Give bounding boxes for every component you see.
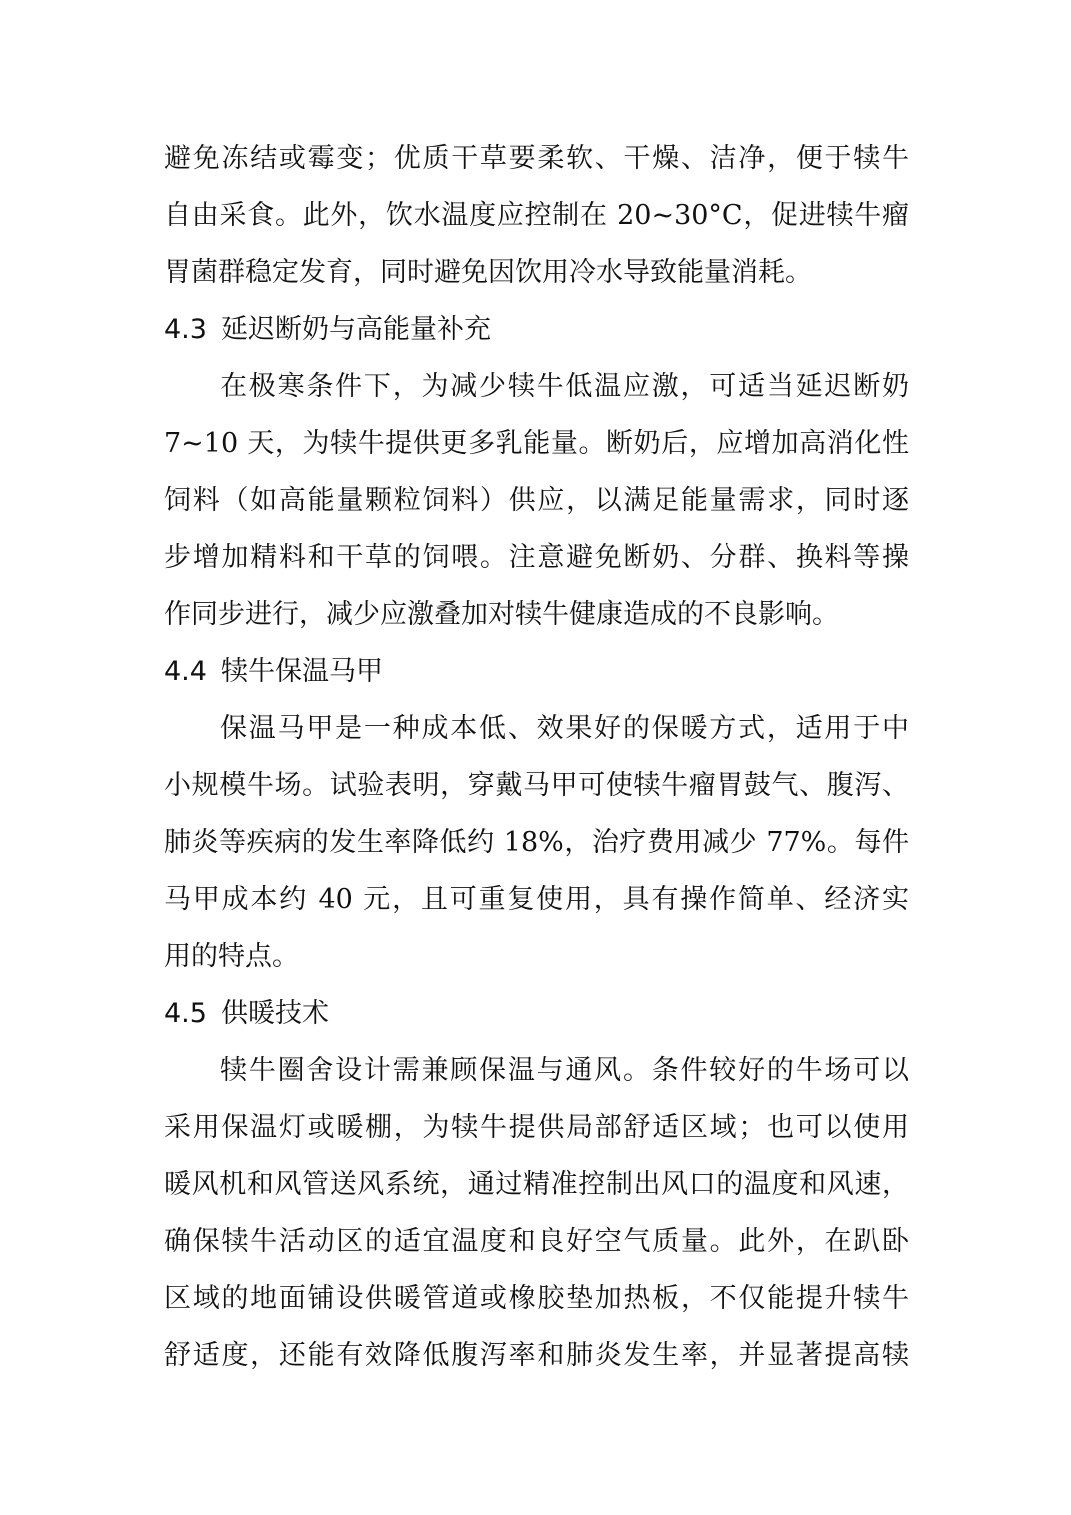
paragraph-vest bbox=[164, 700, 909, 985]
paragraph-heating bbox=[164, 1042, 909, 1384]
section-number: 4.5 bbox=[164, 998, 207, 1029]
section-heading-4-3 bbox=[164, 301, 909, 358]
text-line: 确保犊牛活动区的适宜温度和良好空气质量。此外，在趴卧 bbox=[164, 1226, 909, 1257]
text-line: 小规模牛场。试验表明，穿戴马甲可使犊牛瘤胃鼓气、腹泻、 bbox=[164, 770, 909, 801]
text-line: 暖风机和风管送风系统，通过精准控制出风口的温度和风速， bbox=[164, 1169, 909, 1200]
text-line: 作同步进行，减少应激叠加对犊牛健康造成的不良影响。 bbox=[164, 599, 839, 630]
text-line: 在极寒条件下，为减少犊牛低温应激，可适当延迟断奶 bbox=[220, 371, 909, 402]
text-line: 自由采食。此外，饮水温度应控制在 20~30°C，促进犊牛瘤 bbox=[164, 200, 909, 231]
section-heading-4-5 bbox=[164, 985, 909, 1042]
document-page bbox=[164, 130, 909, 1384]
text-line: 肺炎等疾病的发生率降低约 18%，治疗费用减少 77%。每件 bbox=[164, 827, 909, 858]
text-line: 区域的地面铺设供暖管道或橡胶垫加热板，不仅能提升犊牛 bbox=[164, 1283, 909, 1314]
section-number: 4.4 bbox=[164, 656, 207, 687]
text-line: 保温马甲是一种成本低、效果好的保暖方式，适用于中 bbox=[220, 713, 909, 744]
text-line: 采用保温灯或暖棚，为犊牛提供局部舒适区域；也可以使用 bbox=[164, 1112, 909, 1143]
text-line: 马甲成本约 40 元，且可重复使用，具有操作简单、经济实 bbox=[164, 884, 909, 915]
text-line: 用的特点。 bbox=[164, 941, 299, 972]
text-line: 胃菌群稳定发育，同时避免因饮用冷水导致能量消耗。 bbox=[164, 257, 812, 288]
text-line: 步增加精料和干草的饲喂。注意避免断奶、分群、换料等操 bbox=[164, 542, 909, 573]
section-title: 犊牛保温马甲 bbox=[220, 656, 383, 687]
text-line: 避免冻结或霉变；优质干草要柔软、干燥、洁净，便于犊牛 bbox=[164, 143, 909, 174]
section-title: 供暖技术 bbox=[220, 998, 329, 1029]
section-number: 4.3 bbox=[164, 314, 207, 345]
section-title: 延迟断奶与高能量补充 bbox=[220, 314, 491, 345]
paragraph-water-hay bbox=[164, 130, 909, 301]
text-line: 7~10 天，为犊牛提供更多乳能量。断奶后，应增加高消化性 bbox=[164, 428, 909, 459]
text-line: 舒适度，还能有效降低腹泻率和肺炎发生率，并显著提高犊 bbox=[164, 1340, 909, 1371]
text-line: 犊牛圈舍设计需兼顾保温与通风。条件较好的牛场可以 bbox=[220, 1055, 909, 1086]
section-heading-4-4 bbox=[164, 643, 909, 700]
text-line: 饲料（如高能量颗粒饲料）供应，以满足能量需求，同时逐 bbox=[164, 485, 909, 516]
paragraph-weaning bbox=[164, 358, 909, 643]
